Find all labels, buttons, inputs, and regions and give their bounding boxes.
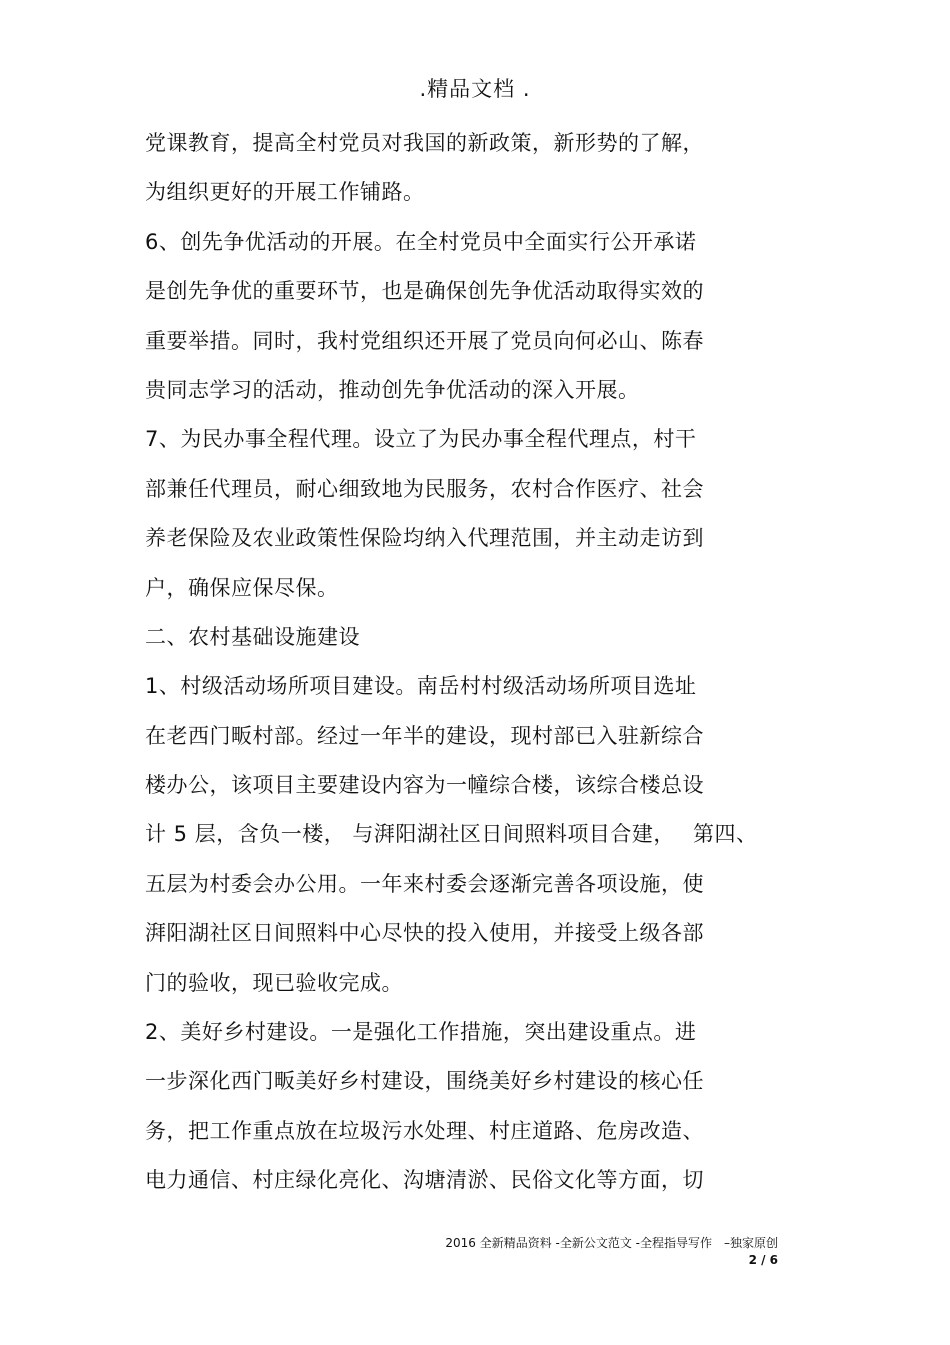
section-heading: 二、农村基础设施建设 [145,624,360,649]
page-header: .精品文档 . [419,77,531,101]
text-line: 是创先争优的重要环节，也是确保创先争优活动取得实效的 [145,279,704,304]
document-body [145,124,805,1211]
text-line: 在老西门畈村部。经过一年半的建设，现村部已入驻新综合 [145,723,704,748]
text-line: 一步深化西门畈美好乡村建设，围绕美好乡村建设的核心任 [145,1069,704,1094]
text-line: 五层为村委会办公用。一年来村委会逐渐完善各项设施，使 [145,871,704,896]
text-line: 2、美好乡村建设。一是强化工作措施，突出建设重点。进 [145,1020,697,1045]
text-line: 党课教育，提高全村党员对我国的新政策，新形势的了解， [145,131,704,155]
text-line: 贵同志学习的活动，推动创先争优活动的深入开展。 [145,377,640,402]
text-line: 计 5 层，含负一楼， 与湃阳湖社区日间照料项目合建， 第四、 [145,822,758,847]
text-line: 7、为民办事全程代理。设立了为民办事全程代理点，村干 [145,427,697,452]
text-line: 部兼任代理员，耐心细致地为民服务，农村合作医疗、社会 [145,476,704,501]
page-number: 2 / 6 [748,1253,778,1267]
text-line: 重要举措。同时，我村党组织还开展了党员向何必山、陈春 [145,328,704,353]
text-line: 养老保险及农业政策性保险均纳入代理范围，并主动走访到 [145,526,704,551]
text-line: 1、村级活动场所项目建设。南岳村村级活动场所项目选址 [145,674,697,699]
text-line: 门的验收，现已验收完成。 [145,970,403,995]
text-line: 户，确保应保尽保。 [145,575,339,600]
text-line: 为组织更好的开展工作铺路。 [145,180,425,205]
text-line: 湃阳湖社区日间照料中心尽快的投入使用，并接受上级各部 [145,921,704,946]
text-line: 务，把工作重点放在垃圾污水处理、村庄道路、危房改造、 [145,1118,704,1143]
text-line: 楼办公，该项目主要建设内容为一幢综合楼，该综合楼总设 [145,773,704,798]
text-line: 电力通信、村庄绿化亮化、沟塘清淤、民俗文化等方面，切 [145,1168,704,1193]
footer-note: 2016 全新精品资料 -全新公文范文 -全程指导写作 –独家原创 [445,1236,778,1250]
text-line: 6、创先争优活动的开展。在全村党员中全面实行公开承诺 [145,229,697,254]
